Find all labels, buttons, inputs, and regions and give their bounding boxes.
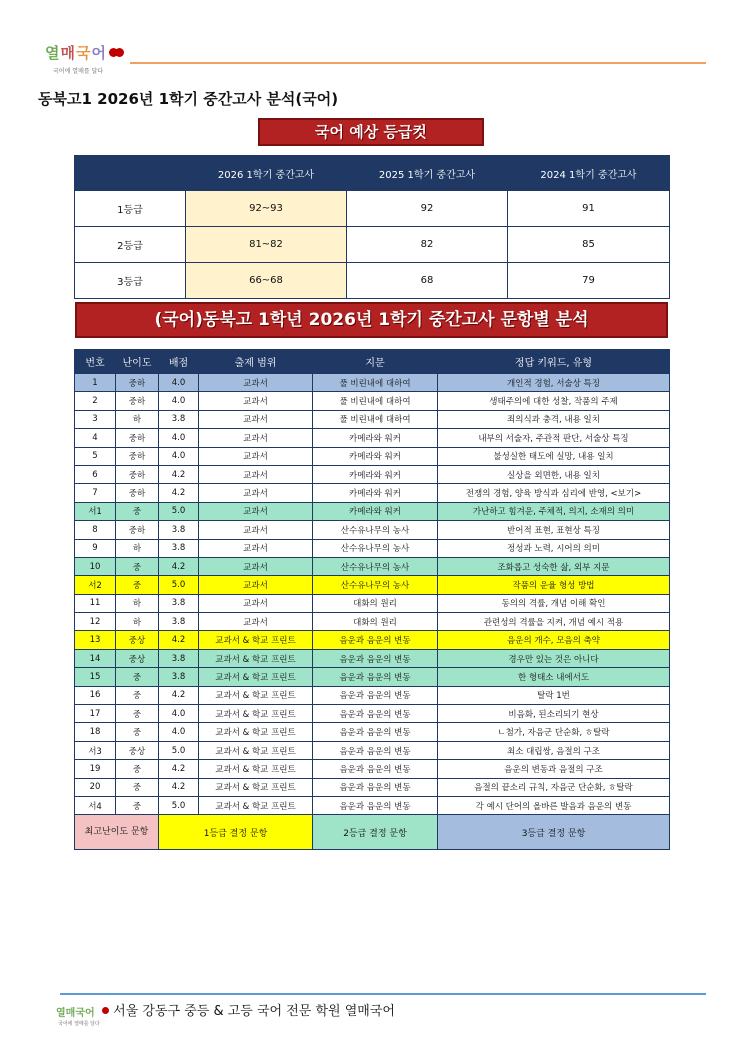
points: 5.0 <box>159 741 199 759</box>
passage: 음운과 음운의 변동 <box>313 723 438 741</box>
question-number: 13 <box>75 631 116 649</box>
points: 5.0 <box>159 502 199 520</box>
points: 5.0 <box>159 576 199 594</box>
exam-scope: 교과서 <box>199 374 313 392</box>
question-number: 19 <box>75 760 116 778</box>
points: 4.2 <box>159 484 199 502</box>
table-row <box>75 613 670 631</box>
column-header: 배점 <box>159 350 199 374</box>
question-number: 11 <box>75 594 116 612</box>
passage: 음운과 음운의 변동 <box>313 631 438 649</box>
grade-cutoff-table <box>74 155 670 299</box>
cutoff-score: 81~82 <box>186 227 347 263</box>
points: 3.8 <box>159 613 199 631</box>
exam-scope: 교과서 & 학교 프린트 <box>199 668 313 686</box>
answer-keyword: 죄의식과 충격, 내용 일치 <box>438 410 670 428</box>
logo-char: 국 <box>76 44 92 62</box>
answer-keyword: 음절의 끝소리 규칙, 자음군 단순화, ㅎ탈락 <box>438 778 670 796</box>
exam-scope: 교과서 & 학교 프린트 <box>199 686 313 704</box>
question-number: 18 <box>75 723 116 741</box>
difficulty: 중 <box>116 502 159 520</box>
question-number: 10 <box>75 557 116 575</box>
question-number: 3 <box>75 410 116 428</box>
question-number: 9 <box>75 539 116 557</box>
table-row <box>75 429 670 447</box>
exam-scope: 교과서 & 학교 프린트 <box>199 760 313 778</box>
cutoff-score: 66~68 <box>186 263 347 299</box>
difficulty: 중상 <box>116 631 159 649</box>
grade-label: 2등급 <box>75 227 186 263</box>
points: 3.8 <box>159 668 199 686</box>
question-number: 15 <box>75 668 116 686</box>
exam-scope: 교과서 <box>199 465 313 483</box>
difficulty: 중 <box>116 760 159 778</box>
table-row <box>75 465 670 483</box>
question-number: 17 <box>75 705 116 723</box>
passage: 풀 비린내에 대하여 <box>313 410 438 428</box>
passage: 음운과 음운의 변동 <box>313 778 438 796</box>
exam-scope: 교과서 <box>199 521 313 539</box>
passage: 음운과 음운의 변동 <box>313 686 438 704</box>
table-row <box>75 392 670 410</box>
cutoff-score: 68 <box>347 263 508 299</box>
exam-scope: 교과서 & 학교 프린트 <box>199 705 313 723</box>
difficulty: 중상 <box>116 741 159 759</box>
table-row <box>75 447 670 465</box>
footer-logo <box>56 1004 95 1019</box>
column-header: 출제 범위 <box>199 350 313 374</box>
passage: 음운과 음운의 변동 <box>313 760 438 778</box>
points: 4.0 <box>159 723 199 741</box>
difficulty: 중 <box>116 723 159 741</box>
exam-scope: 교과서 <box>199 484 313 502</box>
difficulty: 중하 <box>116 447 159 465</box>
brand-tagline: 국어에 열매를 달다 <box>53 68 104 75</box>
exam-scope: 교과서 & 학교 프린트 <box>199 796 313 814</box>
difficulty: 중 <box>116 668 159 686</box>
logo-char: 매 <box>60 44 76 62</box>
cutoff-score: 92~93 <box>186 191 347 227</box>
column-header: 지문 <box>313 350 438 374</box>
legend-grade1-cell: 1등급 결정 문항 <box>159 815 313 850</box>
difficulty: 중 <box>116 557 159 575</box>
cutoff-row <box>75 263 670 299</box>
question-number: 5 <box>75 447 116 465</box>
answer-keyword: 가난하고 힘겨운, 주체적, 의지, 소재의 의미 <box>438 502 670 520</box>
passage: 산수유나무의 농사 <box>313 576 438 594</box>
difficulty: 중하 <box>116 484 159 502</box>
answer-keyword: 각 예시 단어의 올바른 발음과 음운의 변동 <box>438 796 670 814</box>
exam-scope: 교과서 <box>199 392 313 410</box>
points: 4.2 <box>159 778 199 796</box>
exam-scope: 교과서 <box>199 447 313 465</box>
cutoff-score: 85 <box>508 227 670 263</box>
table-row <box>75 741 670 759</box>
difficulty: 하 <box>116 410 159 428</box>
difficulty: 중 <box>116 576 159 594</box>
points: 4.0 <box>159 705 199 723</box>
passage: 산수유나무의 농사 <box>313 557 438 575</box>
table-row <box>75 521 670 539</box>
points: 4.2 <box>159 631 199 649</box>
question-number: 8 <box>75 521 116 539</box>
question-number: 6 <box>75 465 116 483</box>
footer-academy-text: 서울 강동구 중등 & 고등 국어 전문 학원 열매국어 <box>113 1004 395 1019</box>
answer-keyword: 개인적 경험, 서술상 특징 <box>438 374 670 392</box>
cutoff-score: 82 <box>347 227 508 263</box>
legend-grade2: 2등급 결정 문항 <box>313 815 438 850</box>
exam-scope: 교과서 <box>199 613 313 631</box>
passage: 산수유나무의 농사 <box>313 539 438 557</box>
exam-scope: 교과서 & 학교 프린트 <box>199 723 313 741</box>
points: 3.8 <box>159 521 199 539</box>
points: 4.0 <box>159 374 199 392</box>
cutoff-row <box>75 227 670 263</box>
question-number: 서1 <box>75 502 116 520</box>
table-row <box>75 705 670 723</box>
passage: 산수유나무의 농사 <box>313 521 438 539</box>
exam-scope: 교과서 & 학교 프린트 <box>199 649 313 667</box>
question-number: 1 <box>75 374 116 392</box>
answer-keyword: 정성과 노력, 시어의 의미 <box>438 539 670 557</box>
table-row <box>75 374 670 392</box>
cutoff-row <box>75 191 670 227</box>
footer-divider <box>60 993 706 995</box>
question-analysis-table <box>74 349 670 850</box>
points: 4.0 <box>159 447 199 465</box>
passage: 카메라와 워커 <box>313 429 438 447</box>
difficulty: 중하 <box>116 392 159 410</box>
difficulty: 중 <box>116 686 159 704</box>
difficulty: 하 <box>116 613 159 631</box>
table-row <box>75 649 670 667</box>
logo-char: 열 <box>45 44 61 62</box>
footer-text <box>100 1000 395 1019</box>
table-row <box>75 576 670 594</box>
cutoff-score: 92 <box>347 191 508 227</box>
cherry-icon <box>102 1007 109 1014</box>
answer-keyword: 전쟁의 경험, 양육 방식과 심리에 반영, <보기> <box>438 484 670 502</box>
points: 3.8 <box>159 594 199 612</box>
points: 3.8 <box>159 539 199 557</box>
answer-keyword: 불성실한 태도에 실망, 내용 일치 <box>438 447 670 465</box>
question-number: 2 <box>75 392 116 410</box>
exam-scope: 교과서 & 학교 프린트 <box>199 778 313 796</box>
passage: 대화의 원리 <box>313 594 438 612</box>
question-number: 7 <box>75 484 116 502</box>
question-number: 16 <box>75 686 116 704</box>
grade-label: 3등급 <box>75 263 186 299</box>
answer-keyword: 비음화, 된소리되기 현상 <box>438 705 670 723</box>
table-row <box>75 484 670 502</box>
difficulty: 중하 <box>116 465 159 483</box>
answer-keyword: 실상을 외면한, 내용 일치 <box>438 465 670 483</box>
column-header: 번호 <box>75 350 116 374</box>
header-divider <box>130 62 706 64</box>
difficulty: 중하 <box>116 521 159 539</box>
question-number: 12 <box>75 613 116 631</box>
passage: 음운과 음운의 변동 <box>313 705 438 723</box>
passage: 음운과 음운의 변동 <box>313 649 438 667</box>
points: 5.0 <box>159 796 199 814</box>
points: 4.2 <box>159 760 199 778</box>
grade-label: 1등급 <box>75 191 186 227</box>
points: 4.2 <box>159 465 199 483</box>
passage: 카메라와 워커 <box>313 465 438 483</box>
table-row <box>75 594 670 612</box>
logo-char: 어 <box>91 44 107 62</box>
answer-keyword: 작품의 운율 형성 방법 <box>438 576 670 594</box>
cherry-icon <box>115 48 124 57</box>
question-number: 14 <box>75 649 116 667</box>
footer-tagline: 국어에 열매를 달다 <box>58 1021 100 1027</box>
difficulty: 중상 <box>116 649 159 667</box>
passage: 음운과 음운의 변동 <box>313 668 438 686</box>
table-row <box>75 631 670 649</box>
table-row <box>75 686 670 704</box>
column-header: 2024 1학기 중간고사 <box>508 156 670 191</box>
passage: 카메라와 워커 <box>313 502 438 520</box>
difficulty: 하 <box>116 539 159 557</box>
table-row <box>75 723 670 741</box>
answer-keyword: 한 형태소 내에서도 <box>438 668 670 686</box>
cutoff-score: 91 <box>508 191 670 227</box>
exam-scope: 교과서 <box>199 502 313 520</box>
passage: 음운과 음운의 변동 <box>313 796 438 814</box>
answer-keyword: 음운의 변동과 음절의 구조 <box>438 760 670 778</box>
brand-logo <box>45 42 124 63</box>
question-number: 서2 <box>75 576 116 594</box>
question-number: 서3 <box>75 741 116 759</box>
analysis-banner: (국어)동북고 1학년 2026년 1학기 중간고사 문항별 분석 <box>75 302 668 338</box>
answer-keyword: 조화롭고 성숙한 삶, 외부 지문 <box>438 557 670 575</box>
points: 4.0 <box>159 392 199 410</box>
exam-scope: 교과서 <box>199 429 313 447</box>
points: 4.2 <box>159 686 199 704</box>
page-title: 동북고1 2026년 1학기 중간고사 분석(국어) <box>38 90 339 108</box>
answer-keyword: 탈락 1번 <box>438 686 670 704</box>
points: 4.0 <box>159 429 199 447</box>
table-row <box>75 668 670 686</box>
difficulty: 중 <box>116 796 159 814</box>
difficulty: 중하 <box>116 374 159 392</box>
passage: 카메라와 워커 <box>313 484 438 502</box>
column-header: 난이도 <box>116 350 159 374</box>
question-number: 서4 <box>75 796 116 814</box>
answer-keyword: 최소 대립쌍, 음절의 구조 <box>438 741 670 759</box>
table-row <box>75 410 670 428</box>
passage: 풀 비린내에 대하여 <box>313 392 438 410</box>
exam-scope: 교과서 & 학교 프린트 <box>199 741 313 759</box>
difficulty: 중 <box>116 778 159 796</box>
difficulty: 중 <box>116 705 159 723</box>
passage: 음운과 음운의 변동 <box>313 741 438 759</box>
exam-scope: 교과서 <box>199 557 313 575</box>
table-row <box>75 796 670 814</box>
column-header <box>75 156 186 191</box>
answer-keyword: ㄴ첨가, 자음군 단순화, ㅎ탈락 <box>438 723 670 741</box>
table-row <box>75 557 670 575</box>
passage: 카메라와 워커 <box>313 447 438 465</box>
table-row <box>75 539 670 557</box>
table-row <box>75 778 670 796</box>
passage: 풀 비린내에 대하여 <box>313 374 438 392</box>
passage: 대화의 원리 <box>313 613 438 631</box>
exam-scope: 교과서 <box>199 576 313 594</box>
cutoff-banner: 국어 예상 등급컷 <box>258 118 484 146</box>
question-number: 4 <box>75 429 116 447</box>
answer-keyword: 생태주의에 대한 성찰, 작품의 주제 <box>438 392 670 410</box>
answer-keyword: 동의의 격률, 개념 이해 확인 <box>438 594 670 612</box>
exam-scope: 교과서 <box>199 539 313 557</box>
answer-keyword: 반어적 표현, 표현상 특징 <box>438 521 670 539</box>
answer-keyword: 음운의 개수, 모음의 축약 <box>438 631 670 649</box>
answer-keyword: 내부의 서술자, 주관적 판단, 서술상 특징 <box>438 429 670 447</box>
footer-logo-text: 열매국어 <box>56 1008 95 1019</box>
cutoff-score: 79 <box>508 263 670 299</box>
exam-scope: 교과서 <box>199 410 313 428</box>
legend-hardest: 최고난이도 문항 <box>75 815 159 850</box>
column-header: 2025 1학기 중간고사 <box>347 156 508 191</box>
table-row <box>75 760 670 778</box>
points: 3.8 <box>159 410 199 428</box>
points: 3.8 <box>159 649 199 667</box>
difficulty: 하 <box>116 594 159 612</box>
points: 4.2 <box>159 557 199 575</box>
answer-keyword: 관련성의 격률을 지켜, 개념 예시 적용 <box>438 613 670 631</box>
difficulty: 중하 <box>116 429 159 447</box>
table-row <box>75 502 670 520</box>
exam-scope: 교과서 <box>199 594 313 612</box>
legend-row <box>75 815 670 850</box>
answer-keyword: 경우만 있는 것은 아니다 <box>438 649 670 667</box>
exam-scope: 교과서 & 학교 프린트 <box>199 631 313 649</box>
column-header: 정답 키워드, 유형 <box>438 350 670 374</box>
question-number: 20 <box>75 778 116 796</box>
column-header: 2026 1학기 중간고사 <box>186 156 347 191</box>
legend-grade3: 3등급 결정 문항 <box>438 815 670 850</box>
